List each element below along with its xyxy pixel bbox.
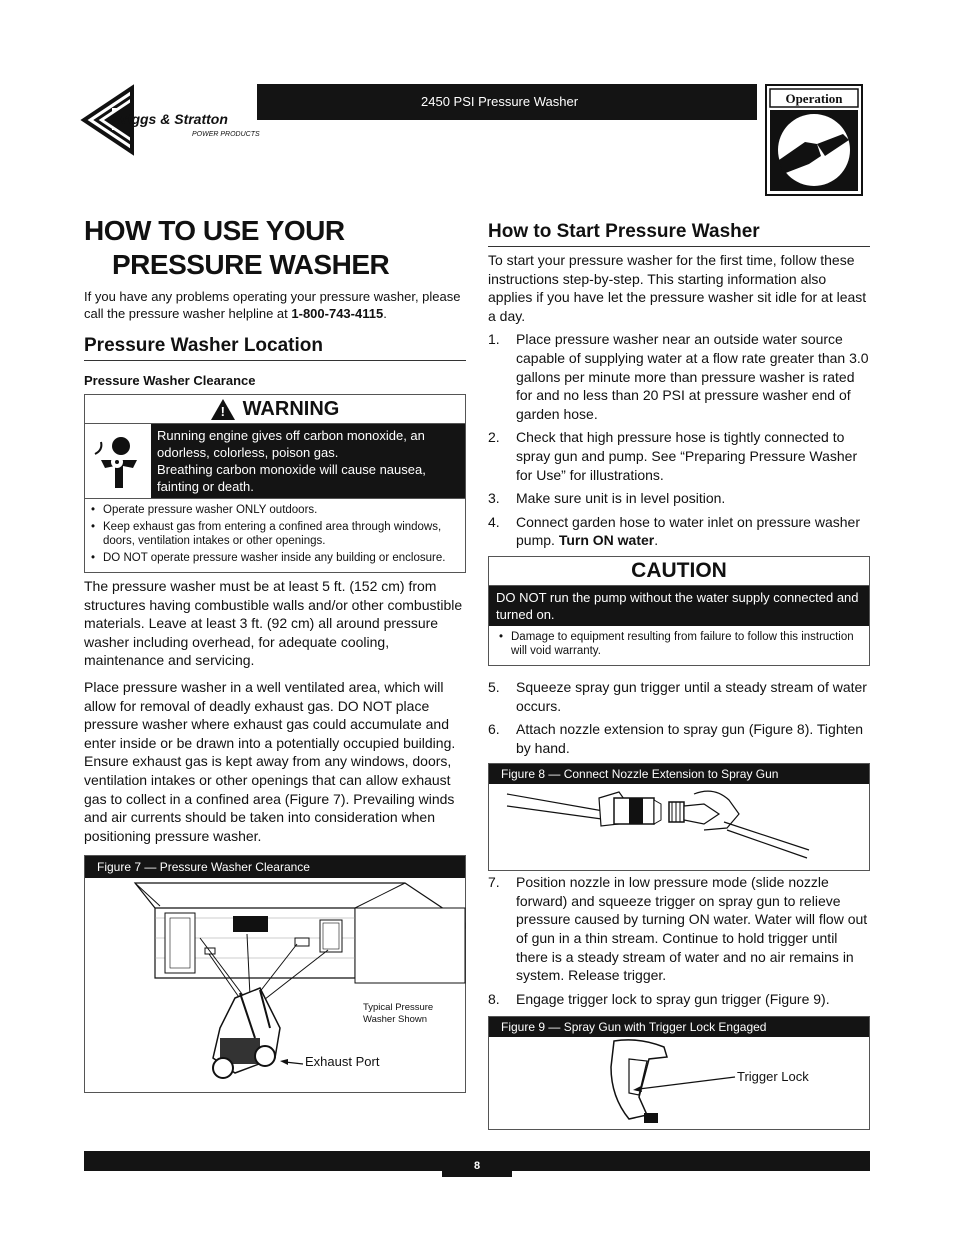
exhaust-port-label: Exhaust Port: [305, 1054, 380, 1070]
header-title: 2450 PSI Pressure Washer: [421, 94, 579, 109]
step-text: Place pressure washer near an outside water source capable of supplying water at a flow rate greater than 3.0 gallons per minute more than pressure washer is rated for and no less than 20 PSI at pressure washer end of garden hose.: [516, 331, 869, 422]
caution-label: CAUTION: [489, 557, 869, 586]
warning-bullet: • DO NOT operate pressure washer inside any building or enclosure.: [103, 551, 459, 565]
toxic-fumes-icon: [85, 424, 151, 498]
caution-box: [488, 556, 870, 666]
trigger-lock-label: Trigger Lock: [737, 1069, 809, 1085]
right-column: [488, 220, 870, 1130]
intro-text: If you have any problems operating your pressure washer, please call the pressure washer helpline at: [84, 289, 461, 321]
step-number: 8.: [488, 990, 500, 1007]
warning-text-2: Breathing carbon monoxide will cause nausea, fainting or death.: [157, 462, 426, 494]
figure-8: [488, 763, 870, 871]
steps-list-b: [488, 678, 870, 757]
header-bar: [257, 84, 757, 120]
section-heading-start: How to Start Pressure Washer: [488, 220, 870, 247]
figure-7-illustration: [85, 878, 465, 1092]
step-item: [488, 678, 870, 715]
step-number: 4.: [488, 513, 500, 530]
intro-paragraph: [84, 288, 466, 322]
caution-bullet: • Damage to equipment resulting from failure to follow this instruction will void warranty.: [511, 630, 863, 658]
warning-bullets: [85, 499, 465, 572]
step-text: Connect garden hose to water inlet on pressure washer pump.: [516, 513, 860, 549]
warning-hazard-text: [151, 424, 465, 498]
step-text: Make sure unit is in level position.: [516, 490, 726, 507]
step-number: 3.: [488, 490, 500, 507]
operation-label: Operation: [785, 91, 843, 106]
figure-8-illustration: [489, 784, 869, 868]
figure-7-note-line1: Typical Pressure: [363, 1002, 434, 1014]
figure-7-note-line2: Washer Shown: [363, 1014, 428, 1026]
step-item: [488, 513, 870, 550]
page-title-line2: PRESSURE WASHER: [112, 249, 390, 280]
warning-label: WARNING: [242, 397, 340, 420]
step-number: 5.: [488, 678, 500, 695]
caution-bullets: [489, 626, 869, 665]
operation-section-icon: [765, 84, 863, 196]
figure-9-caption: Figure 9 — Spray Gun with Trigger Lock Engaged: [489, 1017, 869, 1037]
warning-box: [84, 394, 466, 573]
step-text: Check that high pressure hose is tightly connected to spray gun and pump. See “Preparing Pressure Washer for Use” for illustrations.: [516, 429, 858, 483]
page-title-line1: HOW TO USE YOUR: [84, 215, 345, 246]
subheading-clearance: Pressure Washer Clearance: [84, 373, 256, 388]
figure-7-note: [363, 1002, 433, 1026]
step-text-bold: Turn ON water: [558, 532, 655, 549]
warning-text-1: Running engine gives off carbon monoxide, an odorless, colorless, poison gas.: [157, 428, 425, 460]
helpline-phone: 1-800-743-4115: [291, 306, 384, 321]
briggs-stratton-logo: [82, 84, 260, 156]
warning-bullet: • Keep exhaust gas from entering a confined area through windows, doors, ventilation intakes or other openings.: [103, 520, 459, 548]
step-text: Squeeze spray gun trigger until a steady stream of water occurs.: [516, 678, 867, 714]
page-title: [84, 214, 466, 282]
step-item: [488, 489, 870, 508]
intro-end: .: [383, 306, 387, 321]
warning-triangle-icon: !: [211, 399, 235, 420]
steps-list-a: [488, 330, 870, 550]
figure-7-caption: Figure 7 — Pressure Washer Clearance: [85, 856, 465, 878]
step-text: Position nozzle in low pressure mode (slide nozzle forward) and squeeze trigger on spray gun to relieve pressure caused by turning ON water. Water will flow out of gun in a thin stream. Continue to hold trigger until there is a steady stream of water and no air remains in system. Release trigger.: [516, 874, 868, 984]
step-number: 1.: [488, 331, 500, 348]
figure-7: [84, 855, 466, 1093]
step-number: 7.: [488, 874, 500, 891]
step-number: 6.: [488, 721, 500, 738]
step-number: 2.: [488, 429, 500, 446]
step-item: [488, 720, 870, 757]
page-number: 8: [442, 1153, 512, 1177]
logo-sub: POWER PRODUCTS: [192, 131, 260, 138]
logo-name: Briggs & Stratton: [112, 111, 228, 127]
section-heading-location: Pressure Washer Location: [84, 334, 466, 361]
step-text: Attach nozzle extension to spray gun (Figure 8). Tighten by hand.: [516, 721, 864, 756]
ventilation-paragraph: Place pressure washer in a well ventilated area, which will allow for removal of deadly exhaust gas. DO NOT place pressure washer where exhaust gas could accumulate and enter inside or be drawn into a potentially occupied building. Ensure exhaust gas is kept away from any windows, doors, ventilation intakes or other openings that can allow exhaust gas to collect in a confined area (Figure 7). Prevailing winds and air currents should be taken into consideration when positioning pressure washer.: [84, 678, 456, 844]
figure-9: [488, 1016, 870, 1130]
clearance-paragraph: The pressure washer must be at least 5 ft. (152 cm) from structures having combustible walls and/or other combustible materials. Leave at least 3 ft. (92 cm) all around pressure washer including overhead, for adequate cooling, maintenance and servicing.: [84, 578, 463, 669]
warning-header: [85, 395, 465, 424]
step-item: [488, 990, 870, 1009]
spray-gun-illustration: [489, 1037, 869, 1129]
step-item: [488, 873, 870, 985]
step-text-end: .: [654, 532, 659, 549]
step-item: [488, 428, 870, 484]
step-text: Engage trigger lock to spray gun trigger (Figure 9).: [516, 990, 830, 1007]
warning-bullet: • Operate pressure washer ONLY outdoors.: [103, 503, 459, 517]
steps-list-c: [488, 873, 870, 1008]
figure-8-caption: Figure 8 — Connect Nozzle Extension to Spray Gun: [489, 764, 869, 784]
start-intro: To start your pressure washer for the first time, follow these instructions step-by-step. This starting information also applies if you have let the pressure washer sit idle for at least a day.: [488, 252, 867, 324]
caution-text: DO NOT run the pump without the water supply connected and turned on.: [489, 586, 869, 626]
warning-hazard-row: [85, 424, 465, 499]
left-column: [84, 214, 466, 1093]
step-item: [488, 330, 870, 423]
